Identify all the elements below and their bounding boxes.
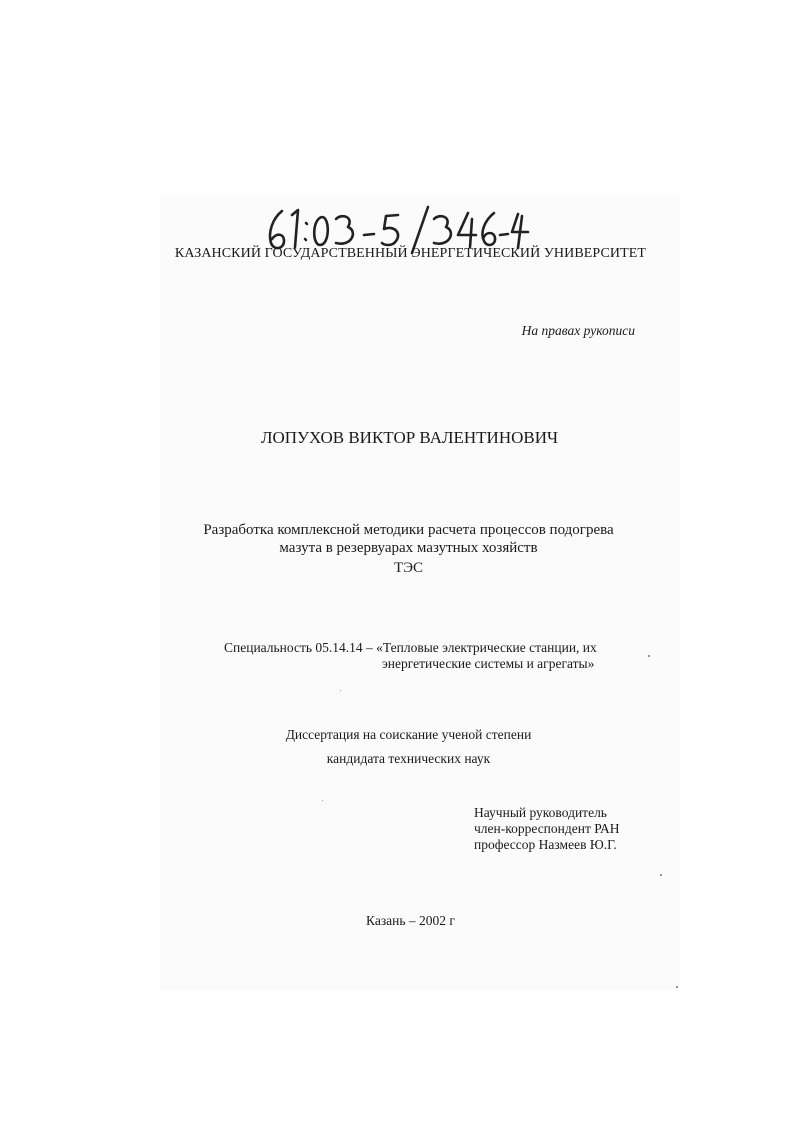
- advisor-line: Научный руководитель: [474, 805, 607, 820]
- scan-speck: [322, 800, 323, 801]
- dissertation-degree-line: Диссертация на соискание ученой степени: [285, 727, 532, 742]
- thesis-title-line: мазута в резервуарах мазутных хозяйств: [279, 540, 538, 556]
- author-name: ЛОПУХОВ ВИКТОР ВАЛЕНТИНОВИЧ: [260, 428, 559, 447]
- handwritten-shelfmark-tail: [508, 208, 538, 250]
- scan-speck: [660, 874, 662, 876]
- specialty-line: Специальность 05.14.14 – «Тепловые электрические станции, их: [224, 640, 597, 655]
- specialty-line: энергетические системы и агрегаты»: [382, 656, 595, 671]
- advisor-line: профессор Назмеев Ю.Г.: [474, 837, 617, 852]
- scanned-page-area: [160, 195, 680, 990]
- scan-speck: [340, 690, 341, 691]
- dissertation-degree-line: кандидата технических наук: [326, 751, 491, 766]
- thesis-title-line: Разработка комплексной методики расчета процессов подогрева: [203, 522, 614, 538]
- thesis-title-line: ТЭС: [393, 560, 424, 576]
- manuscript-rights-note: На правах рукописи: [521, 323, 635, 338]
- advisor-line: член-корреспондент РАН: [474, 821, 620, 836]
- scan-speck: [676, 986, 678, 988]
- city-year: Казань – 2002 г: [366, 913, 455, 928]
- scan-speck: [648, 655, 650, 657]
- university-name: КАЗАНСКИЙ ГОСУДАРСТВЕННЫЙ ЭНЕРГЕТИЧЕСКИЙ УНИВЕРСИТЕТ: [174, 246, 647, 261]
